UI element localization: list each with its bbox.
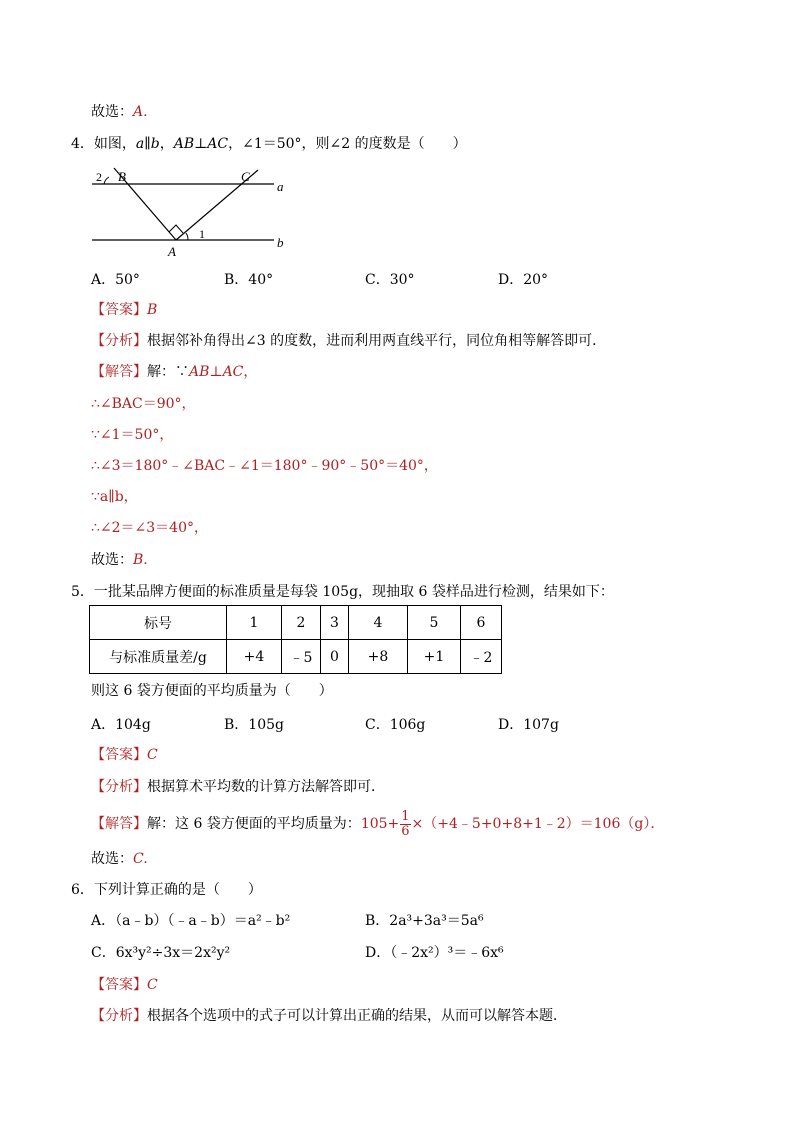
table-row	[90, 640, 502, 674]
table-header: 标号	[90, 606, 227, 640]
q5-option-c[interactable]: C．106g	[365, 717, 426, 733]
table-cell: 3	[321, 606, 349, 640]
table-cell: +8	[349, 640, 408, 674]
q6-option-b[interactable]: B．2a³+3a³＝5a⁶	[365, 913, 484, 929]
q6-answer: 【答案】C	[91, 977, 158, 993]
table-cell: ﹣5	[282, 640, 321, 674]
q5-option-d[interactable]: D．107g	[498, 717, 559, 733]
angle-2-arc	[104, 177, 109, 184]
q3-final-answer: 故选：A.	[91, 104, 148, 120]
table-cell: 1	[227, 606, 282, 640]
q5-question: 则这 6 袋方便面的平均质量为（ ）	[91, 683, 333, 699]
fraction-one-sixth: $\frac{1}{6}$	[401, 808, 410, 839]
label-angle-2: 2	[96, 170, 102, 184]
q5-stem: 5．一批某品牌方便面的标准质量是每袋 105g，现抽取 6 袋样品进行检测，结果如下：	[71, 584, 614, 600]
q5-data-table	[89, 605, 502, 674]
q4-stem: 4．如图，a∥b，AB⊥AC，∠1＝50°，则∠2 的度数是（ ）	[71, 136, 467, 152]
label-a: a	[277, 179, 284, 194]
q6-option-d[interactable]: D．（﹣2x²）³＝﹣6x⁶	[365, 945, 504, 961]
q5-option-a[interactable]: A．104g	[91, 717, 151, 733]
q5-answer: 【答案】C	[91, 747, 158, 763]
table-cell: +4	[227, 640, 282, 674]
table-cell: 0	[321, 640, 349, 674]
q6-analysis: 【分析】根据各个选项中的式子可以计算出正确的结果，从而可以解答本题．	[91, 1008, 567, 1024]
q4-geometry-figure	[88, 163, 298, 263]
table-cell: +1	[408, 640, 461, 674]
table-cell: 2	[282, 606, 321, 640]
label-A: A	[168, 244, 176, 259]
q4-final-answer: 故选：B.	[91, 552, 148, 568]
q4-answer: 【答案】B	[91, 302, 158, 318]
table-header: 与标准质量差/g	[90, 640, 227, 674]
right-angle-mark	[169, 225, 183, 233]
q5-analysis: 【分析】根据算术平均数的计算方法解答即可．	[91, 779, 385, 795]
q4-option-a[interactable]: A．50°	[91, 272, 140, 288]
q6-option-c[interactable]: C．6x³y²÷3x＝2x²y²	[91, 945, 231, 961]
table-cell: ﹣2	[461, 640, 502, 674]
q5-option-b[interactable]: B．105g	[224, 717, 284, 733]
table-cell: 5	[408, 606, 461, 640]
q4-solution: 【解答】解：∵AB⊥AC，	[91, 364, 258, 380]
q4-step-2: ∵∠1＝50°，	[91, 427, 174, 443]
q6-option-a[interactable]: A．（a﹣b）（﹣a﹣b）＝a²﹣b²	[91, 913, 291, 929]
label-angle-1: 1	[199, 227, 205, 241]
q4-analysis: 【分析】根据邻补角得出∠3 的度数，进而利用两直线平行，同位角相等解答即可．	[91, 333, 607, 349]
q4-option-b[interactable]: B．40°	[224, 272, 274, 288]
q4-step-1: ∴∠BAC＝90°，	[91, 396, 196, 412]
label-B: B	[118, 169, 126, 184]
q4-option-c[interactable]: C．30°	[365, 272, 415, 288]
q6-stem: 6．下列计算正确的是（ ）	[71, 882, 262, 898]
q5-solution: 【解答】解：这 6 袋方便面的平均质量为：105+ $\frac{1}{6}$ ×（+4﹣5+0+8+1﹣2）＝106（g）．	[91, 808, 665, 839]
angle-1-arc	[186, 233, 188, 240]
table-cell: 6	[461, 606, 502, 640]
label-b: b	[277, 235, 284, 250]
q4-step-5: ∴∠2＝∠3＝40°，	[91, 520, 208, 536]
q4-option-d[interactable]: D．20°	[498, 272, 549, 288]
q5-final-answer: 故选：C.	[91, 851, 148, 867]
table-cell: 4	[349, 606, 408, 640]
q4-step-4: ∵a∥b，	[91, 489, 138, 505]
table-row	[90, 606, 502, 640]
label-C: C	[241, 169, 250, 184]
q4-step-3: ∴∠3＝180°﹣∠BAC﹣∠1＝180°﹣90°﹣50°＝40°，	[91, 458, 438, 474]
